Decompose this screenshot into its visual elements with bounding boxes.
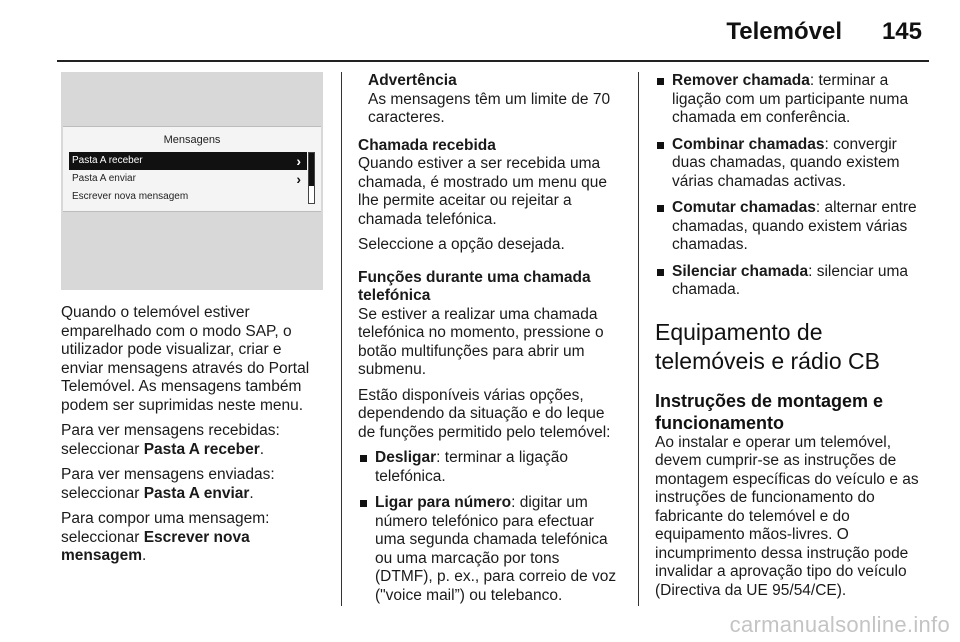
column-3 [655, 72, 923, 607]
column-divider [341, 72, 342, 606]
header-rule [57, 60, 929, 62]
list-item: Silenciar chamada: silenciar uma chamada. [655, 263, 923, 300]
menu-item-label: Pasta A receber [72, 155, 143, 166]
page-number: 145 [881, 18, 922, 45]
menu-item-outbox [69, 170, 307, 188]
bullet-icon [657, 269, 664, 276]
column-1 [61, 72, 323, 573]
list-item: Comutar chamadas: alternar entre chamadas, quando existem várias chamadas. [655, 199, 923, 255]
page-header [0, 0, 960, 62]
options-text: Estão disponíveis várias opções, dependendo da situação e do leque de funções permitido pelo telemóvel: [358, 386, 611, 441]
menu-scrollbar [308, 152, 315, 204]
bullet-icon [657, 142, 664, 149]
chapter-title: Telemóvel [726, 18, 842, 45]
chevron-right-icon: › [296, 153, 301, 169]
column-divider [638, 72, 639, 606]
messages-menu-panel [63, 126, 321, 212]
note-text: As mensagens têm um limite de 70 caracteres. [368, 90, 611, 126]
messages-screen-illustration [61, 72, 323, 290]
menu-item-label: Escrever nova mensagem [72, 191, 189, 202]
watermark: carmanualsonline.info [729, 612, 950, 637]
note-heading: Advertência [368, 72, 457, 89]
call-options-list [358, 449, 620, 605]
menu-item-inbox [69, 152, 307, 170]
list-item: Desligar: terminar a ligação telefónica. [358, 449, 620, 486]
call-options-list-continued [655, 72, 923, 300]
bullet-icon [657, 205, 664, 212]
installation-text: Ao instalar e operar um telemóvel, devem cumprir-se as instruções de montagem específicas do veículo e as instruções de funcionamento do fabricante do telemóvel e do equipamento mãos-livres. O incumprimento dessa instrução pode invalidar a aprovação tipo do veículo (Directiva da UE 95/54/CE). [655, 433, 919, 599]
bullet-icon [360, 455, 367, 462]
column-2 [358, 72, 620, 613]
menu-item-label: Pasta A enviar [72, 173, 136, 184]
paragraph-inbox: Para ver mensagens recebidas: seleccionar Pasta A receber. [61, 422, 280, 458]
section-title: Equipamento de telemóveis e rádio CB [655, 318, 880, 374]
bullet-icon [360, 500, 367, 507]
call-functions-heading: Funções durante uma chamada telefónica [358, 268, 591, 304]
incoming-call-text: Quando estiver a ser recebida uma chamada, é mostrado um menu que lhe permite aceitar ou rejeitar a chamada telefónica. [358, 155, 607, 228]
menu-scrollbar-thumb [309, 153, 314, 186]
list-item: Remover chamada: terminar a ligação com um participante numa chamada em conferência. [655, 72, 923, 128]
incoming-call-heading: Chamada recebida [358, 136, 496, 154]
paragraph-intro: Quando o telemóvel estiver emparelhado com o modo SAP, o utilizador pode visualizar, criar e enviar mensagens através do Portal Telemóvel. As mensagens também podem ser suprimidas neste menu. [61, 304, 310, 414]
chevron-right-icon: › [296, 171, 301, 187]
menu-item-compose [69, 188, 307, 206]
bullet-icon [657, 78, 664, 85]
list-item: Ligar para número: digitar um número telefónico para efectuar uma segunda chamada telefónica ou uma marcação por tons (DTMF), p. ex., para correio de voz ("voice mail”) ou telebanco. [358, 494, 620, 605]
paragraph-compose: Para compor uma mensagem: seleccionar Escrever nova mensagem. [61, 510, 270, 564]
subsection-title: Instruções de montagem e funcionamento [655, 390, 884, 433]
list-item: Combinar chamadas: convergir duas chamadas, quando existem várias chamadas activas. [655, 136, 923, 192]
paragraph-outbox: Para ver mensagens enviadas: seleccionar Pasta A enviar. [61, 466, 275, 502]
select-option-text: Seleccione a opção desejada. [358, 236, 565, 253]
call-functions-text: Se estiver a realizar uma chamada telefónica no momento, pressione o botão multifunções para abrir um submenu. [358, 305, 604, 378]
menu-title: Mensagens [163, 134, 221, 146]
